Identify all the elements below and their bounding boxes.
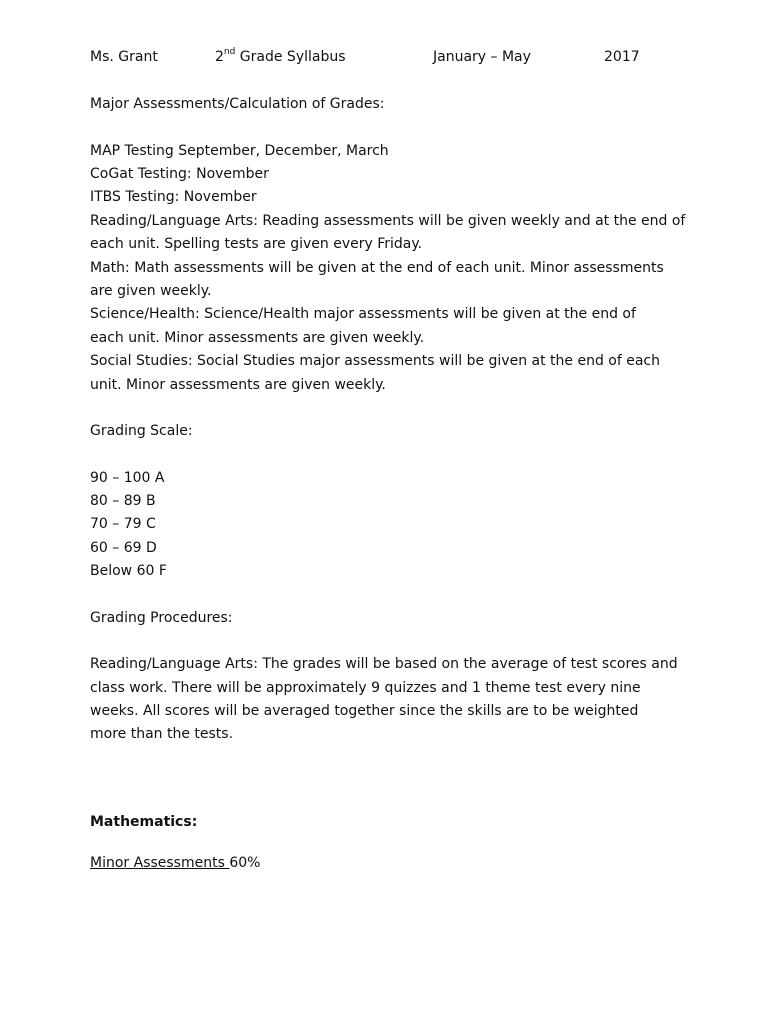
assessment-line: each unit. Minor assessments are given weekly. (90, 330, 425, 346)
procedure-line: class work. There will be approximately 9 quizzes and 1 theme test every nine (90, 680, 641, 696)
assessment-line: unit. Minor assessments are given weekly. (90, 377, 386, 393)
school-year: 2017 (604, 49, 640, 65)
assessment-line: MAP Testing September, December, March (90, 143, 389, 159)
minor-assessments-line (90, 854, 260, 872)
grade-scale-row: 80 – 89 B (90, 493, 156, 509)
course-name: Grade Syllabus (235, 49, 346, 65)
grade-number: 2 (215, 49, 224, 65)
assessment-line: Science/Health: Science/Health major assessments will be given at the end of (90, 306, 636, 322)
minor-assessments-label: Minor Assessments (90, 855, 230, 871)
teacher-name: Ms. Grant (90, 49, 158, 65)
grading-scale-heading: Grading Scale: (90, 423, 193, 439)
grade-suffix: nd (223, 47, 236, 58)
mathematics-heading: Mathematics: (90, 814, 198, 830)
assessment-line: Reading/Language Arts: Reading assessments will be given weekly and at the end of (90, 213, 686, 229)
assessment-line: each unit. Spelling tests are given every Friday. (90, 236, 423, 252)
assessment-line: are given weekly. (90, 283, 212, 299)
procedure-line: more than the tests. (90, 726, 234, 742)
procedure-line: Reading/Language Arts: The grades will be based on the average of test scores and (90, 656, 678, 672)
grade-scale-row: 60 – 69 D (90, 540, 157, 556)
minor-assessments-value: 60% (229, 855, 261, 871)
procedure-line: weeks. All scores will be averaged together since the skills are to be weighted (90, 703, 639, 719)
procedures-heading: Grading Procedures: (90, 610, 233, 626)
grade-scale-row: 70 – 79 C (90, 516, 156, 532)
assessment-line: Math: Math assessments will be given at the end of each unit. Minor assessments (90, 260, 664, 276)
assessment-line: CoGat Testing: November (90, 166, 269, 182)
assessment-line: ITBS Testing: November (90, 189, 257, 205)
grade-scale-row: Below 60 F (90, 563, 167, 579)
course-title (215, 48, 346, 66)
assessment-line: Social Studies: Social Studies major assessments will be given at the end of each (90, 353, 660, 369)
term-range: January – May (433, 49, 531, 65)
grade-scale-row: 90 – 100 A (90, 470, 165, 486)
assessments-heading: Major Assessments/Calculation of Grades: (90, 96, 385, 112)
